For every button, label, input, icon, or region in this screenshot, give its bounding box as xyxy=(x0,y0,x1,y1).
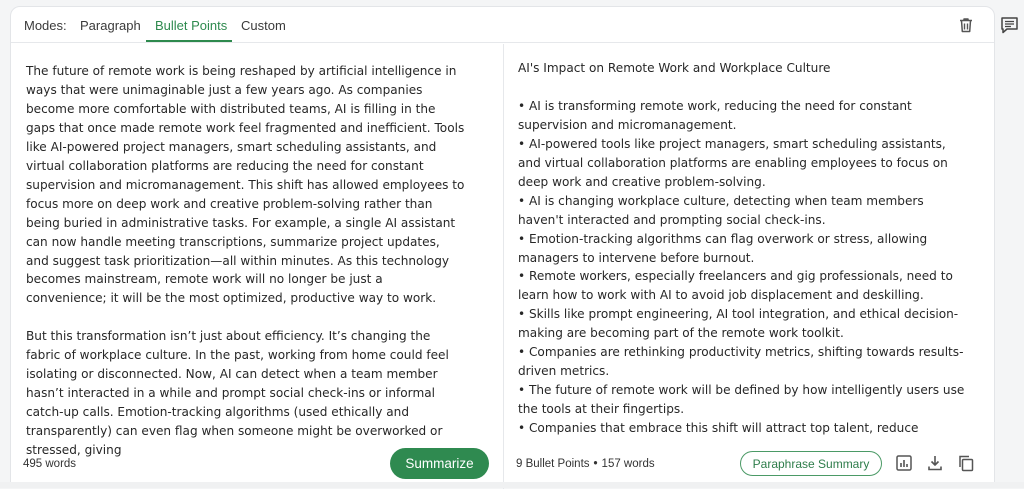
trash-icon[interactable] xyxy=(957,16,975,34)
summary-stats xyxy=(516,458,655,470)
tab-custom[interactable]: Custom xyxy=(241,18,286,33)
input-paragraph: But this transformation isn’t just about efficiency. It’s changing the fabric of workplace culture. In the past, working from home could feel isolating or disconnected. Now, AI can detect when a team member hasn’t interacted in a while and prompt social check-ins or informal catch-up calls. Emotion-tracking algorithms (used ethically and transparently) can even flag when someone might be overworked or stressed, giving xyxy=(26,329,449,458)
tab-paragraph[interactable]: Paragraph xyxy=(80,18,141,33)
summary-bullet: • Skills like prompt engineering, AI tool integration, and ethical decision-making are becoming part of the remote work toolkit. xyxy=(518,307,959,341)
modes-bar xyxy=(11,7,994,43)
bullet-count: 9 Bullet Points xyxy=(516,458,590,470)
summary-bullet: • AI is changing workplace culture, detecting when team members haven't interacted and prompting social check-ins. xyxy=(518,193,924,227)
summary-word-count: 157 words xyxy=(601,458,655,470)
pane-divider xyxy=(503,44,504,489)
summary-bullet: • The future of remote work will be defined by how intelligently users use the tools at their fingertips. xyxy=(518,383,965,417)
separator-dot: • xyxy=(593,458,598,470)
comment-icon[interactable] xyxy=(1000,16,1019,34)
summary-output xyxy=(518,59,968,436)
summary-bullet: • Companies that embrace this shift will attract top talent, reduce xyxy=(518,421,919,436)
summary-bullet: • Emotion-tracking algorithms can flag overwork or stress, allowing managers to intervene before burnout. xyxy=(518,231,928,265)
tab-bullet-points[interactable]: Bullet Points xyxy=(155,18,228,33)
copy-icon[interactable] xyxy=(957,454,975,472)
summary-bullet: • Companies are rethinking productivity metrics, shifting towards results-driven metrics. xyxy=(518,345,964,379)
summary-bullet: • Remote workers, especially freelancers and gig professionals, need to learn how to work with AI to avoid job displacement and deskilling. xyxy=(518,269,953,303)
input-text-area[interactable] xyxy=(26,62,466,458)
bottom-edge xyxy=(0,482,1024,488)
download-icon[interactable] xyxy=(926,454,944,472)
summary-title: AI's Impact on Remote Work and Workplace Culture xyxy=(518,61,831,75)
summary-bullet: • AI is transforming remote work, reducing the need for constant supervision and micromanagement. xyxy=(518,98,912,132)
summarize-button[interactable]: Summarize xyxy=(390,448,489,479)
summary-bullet: • AI-powered tools like project managers, smart scheduling assistants, and virtual collaboration platforms are enabling employees to focus on deep work and creative problem-solving. xyxy=(518,136,948,189)
input-paragraph: The future of remote work is being reshaped by artificial intelligence in ways that were unimaginable just a few years ago. As companies become more comfortable with distributed teams, AI is filling in the gaps that once made remote work feel fragmented and inefficient. Tools like AI-powered project managers, smart scheduling assistants, and virtual collaboration platforms are reducing the need for constant supervision and micromanagement. This shift has allowed employees to focus more on deep work and creative problem-solving rather than being buried in administrative tasks. For example, a single AI assistant can now handle meeting transcriptions, summarize project updates, and suggest task prioritization—all within minutes. As this technology becomes mainstream, remote work will no longer be just a convenience; it will be the most optimized, productive way to work. xyxy=(26,64,465,306)
bar-chart-icon[interactable] xyxy=(895,454,913,472)
active-tab-indicator xyxy=(146,40,232,42)
paraphrase-summary-button[interactable]: Paraphrase Summary xyxy=(740,451,882,476)
input-word-count: 495 words xyxy=(23,458,77,470)
summarizer-card xyxy=(10,6,995,488)
modes-label: Modes: xyxy=(24,18,67,33)
